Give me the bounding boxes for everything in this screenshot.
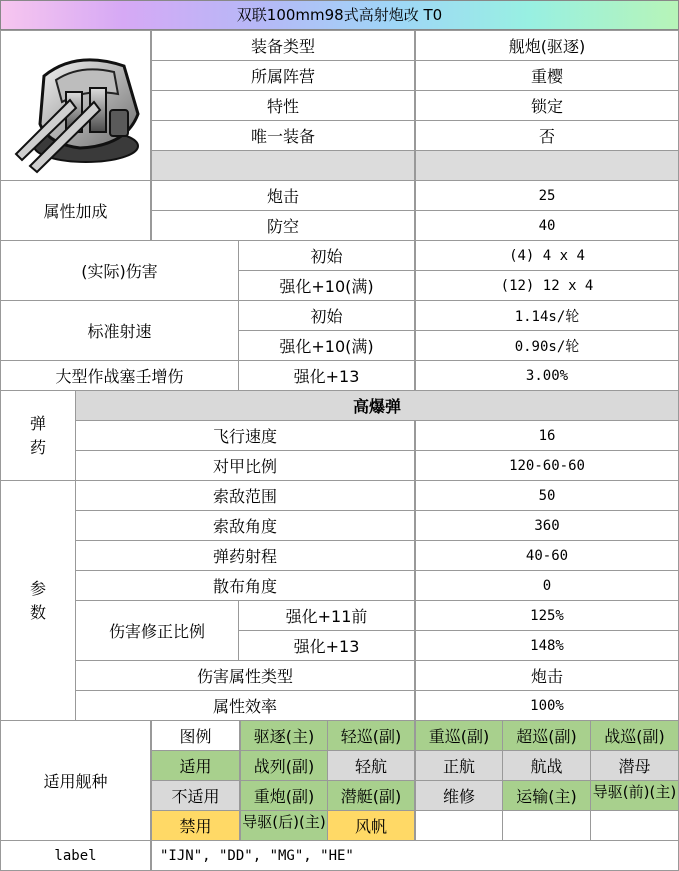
ammo-value-armor: 120-60-60	[415, 450, 679, 481]
ammo-label-top: 弹	[29, 413, 46, 433]
rate-sub-initial: 初始	[238, 300, 415, 331]
info-value-trait: 锁定	[415, 90, 679, 121]
ammo-label-speed: 飞行速度	[75, 420, 415, 451]
label-key: label	[0, 840, 151, 871]
ammo-header: 高爆弹	[75, 390, 679, 421]
param-value-damage-type: 炮击	[415, 660, 679, 691]
stats-label: 属性加成	[0, 180, 151, 241]
damage-value-initial: (4) 4 x 4	[415, 240, 679, 271]
rate-label: 标准射速	[0, 300, 239, 361]
ship-type-empty	[502, 810, 591, 841]
ammo-label-armor: 对甲比例	[75, 450, 415, 481]
ship-type-cell: 正航	[415, 750, 503, 781]
twin-gun-turret-icon	[6, 36, 146, 176]
damage-sub-max: 强化+10(满)	[238, 270, 415, 301]
ship-type-cell: 导驱(后)(主)	[240, 810, 328, 841]
boss-value: 3.00%	[415, 360, 679, 391]
info-label-type: 装备类型	[151, 30, 415, 61]
correction-sub-13: 强化+13	[238, 630, 415, 661]
ship-type-cell: 超巡(副)	[502, 720, 591, 751]
page-title: 双联100mm98式高射炮改 T0	[0, 0, 679, 30]
correction-value-pre11: 125%	[415, 600, 679, 631]
param-label-search-range: 索敌范围	[75, 480, 415, 511]
correction-label: 伤害修正比例	[75, 600, 239, 661]
legend-unusable: 不适用	[151, 780, 240, 811]
correction-sub-pre11: 强化+11前	[238, 600, 415, 631]
ship-type-cell: 战巡(副)	[590, 720, 679, 751]
param-value-search-angle: 360	[415, 510, 679, 541]
info-empty-cell	[415, 150, 679, 181]
ship-type-empty	[590, 810, 679, 841]
param-label-spread: 散布角度	[75, 570, 415, 601]
legend-banned: 禁用	[151, 810, 240, 841]
legend-usable: 适用	[151, 750, 240, 781]
legend-title: 图例	[151, 720, 240, 751]
damage-sub-initial: 初始	[238, 240, 415, 271]
param-value-search-range: 50	[415, 480, 679, 511]
info-value-faction: 重樱	[415, 60, 679, 91]
info-value-unique: 否	[415, 120, 679, 151]
stat-value-aa: 40	[415, 210, 679, 241]
equipment-image	[0, 30, 151, 181]
ship-type-cell: 航战	[502, 750, 591, 781]
ship-type-cell: 风帆	[327, 810, 415, 841]
ammo-label-bottom: 药	[29, 437, 46, 457]
ship-type-cell: 导驱(前)(主)	[590, 780, 679, 811]
ship-type-cell: 轻巡(副)	[327, 720, 415, 751]
params-label	[0, 480, 76, 721]
boss-sub: 强化+13	[238, 360, 415, 391]
ammo-label	[0, 390, 76, 481]
param-value-efficiency: 100%	[415, 690, 679, 721]
rate-value-max: 0.90s/轮	[415, 330, 679, 361]
stat-label-aa: 防空	[151, 210, 415, 241]
ship-type-cell: 潜母	[590, 750, 679, 781]
ships-label: 适用舰种	[0, 720, 151, 841]
info-empty-cell	[151, 150, 415, 181]
ship-type-cell: 潜艇(副)	[327, 780, 415, 811]
info-label-unique: 唯一装备	[151, 120, 415, 151]
rate-value-initial: 1.14s/轮	[415, 300, 679, 331]
correction-value-13: 148%	[415, 630, 679, 661]
damage-value-max: (12) 12 x 4	[415, 270, 679, 301]
ship-type-cell: 重炮(副)	[240, 780, 328, 811]
stat-value-firepower: 25	[415, 180, 679, 211]
param-value-spread: 0	[415, 570, 679, 601]
params-label-bottom: 数	[29, 602, 46, 622]
ship-type-cell: 战列(副)	[240, 750, 328, 781]
ship-type-cell: 轻航	[327, 750, 415, 781]
ship-type-cell: 驱逐(主)	[240, 720, 328, 751]
param-label-damage-type: 伤害属性类型	[75, 660, 415, 691]
info-value-type: 舰炮(驱逐)	[415, 30, 679, 61]
ship-type-empty	[415, 810, 503, 841]
label-value: "IJN", "DD", "MG", "HE"	[151, 840, 679, 871]
ship-type-cell: 运输(主)	[502, 780, 591, 811]
info-label-faction: 所属阵营	[151, 60, 415, 91]
rate-sub-max: 强化+10(满)	[238, 330, 415, 361]
boss-label: 大型作战塞壬增伤	[0, 360, 239, 391]
param-label-efficiency: 属性效率	[75, 690, 415, 721]
param-label-search-angle: 索敌角度	[75, 510, 415, 541]
stat-label-firepower: 炮击	[151, 180, 415, 211]
param-value-range: 40-60	[415, 540, 679, 571]
ammo-value-speed: 16	[415, 420, 679, 451]
info-label-trait: 特性	[151, 90, 415, 121]
param-label-range: 弹药射程	[75, 540, 415, 571]
params-label-top: 参	[29, 578, 46, 598]
ship-type-cell: 维修	[415, 780, 503, 811]
ship-type-cell: 重巡(副)	[415, 720, 503, 751]
damage-label: (实际)伤害	[0, 240, 239, 301]
